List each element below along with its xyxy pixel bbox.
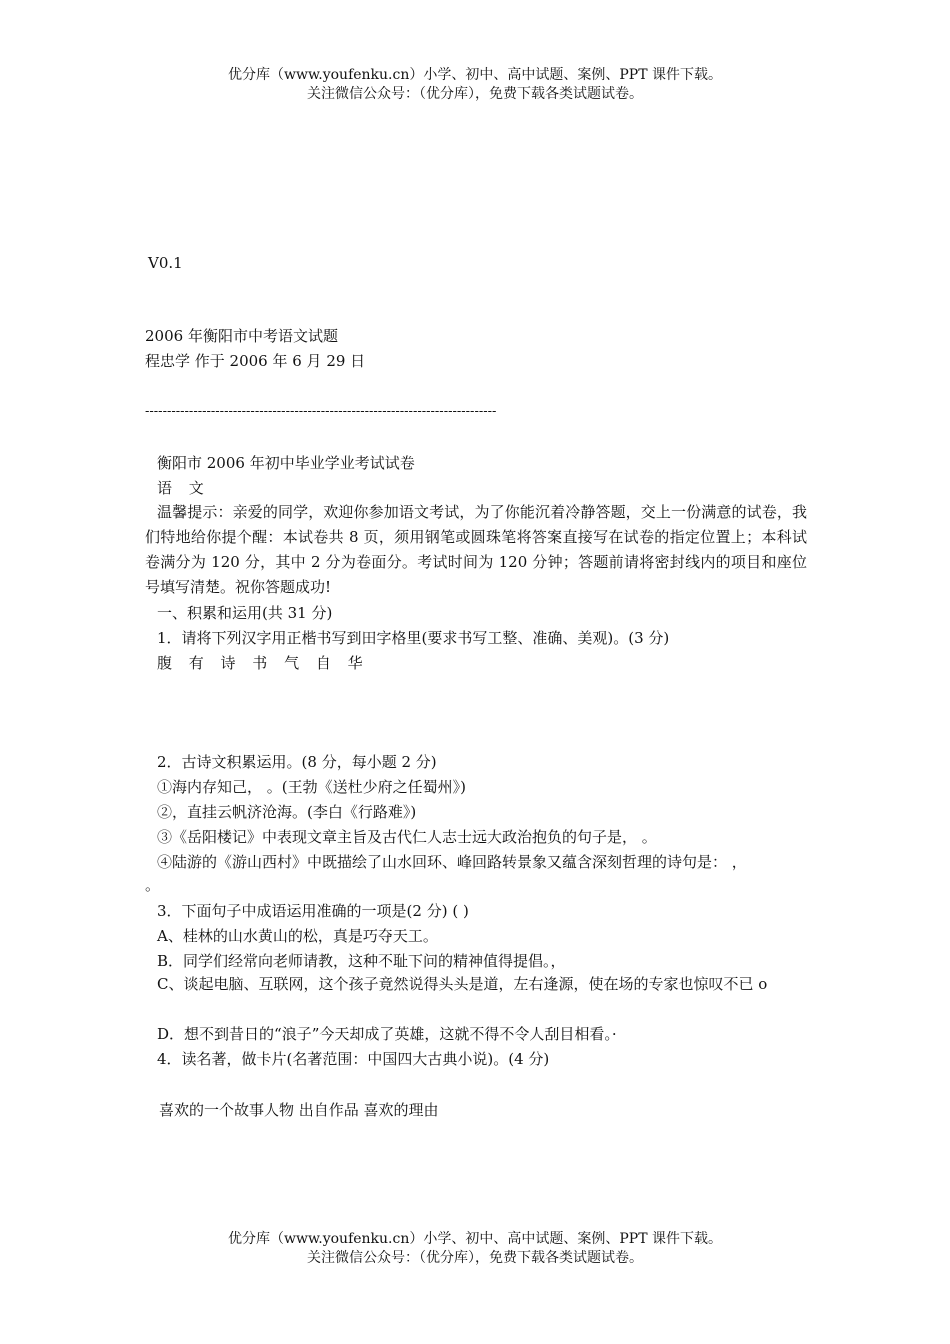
question-2-item-2: ②，直挂云帆济沧海。(李白《行路难》)	[157, 803, 417, 821]
version-label: V0.1	[148, 254, 183, 272]
notice-paragraph: 温馨提示：亲爱的同学，欢迎你参加语文考试，为了你能沉着冷静答题，交上一份满意的试卷，我们特地给你提个醒：本试卷共 8 页，须用钢笔或圆珠笔将答案直接写在试卷的指定位置上；本科试卷满分为 120 分，其中 2 分为卷面分。考试时间为 120 分钟；答题前请将密封线内的项目和座位号填写清楚。祝你答题成功!	[145, 503, 807, 596]
question-4: 4．读名著，做卡片(名著范围：中国四大古典小说)。(4 分)	[157, 1050, 550, 1068]
separator-line: --------------------------------------------------------------------------------	[145, 404, 497, 419]
question-3-option-b: B．同学们经常向老师请教，这种不耻下问的精神值得提倡。，	[157, 952, 566, 970]
question-2-item-4: ④陆游的《游山西村》中既描绘了山水回环、峰回路转景象又蕴含深刻哲理的诗句是： ，	[157, 853, 747, 871]
page-header	[0, 66, 950, 104]
header-line-2: 关注微信公众号：（优分库），免费下载各类试题试卷。	[307, 86, 643, 102]
author-line: 程忠学 作于 2006 年 6 月 29 日	[145, 352, 366, 370]
question-2: 2．古诗文积累运用。(8 分，每小题 2 分)	[157, 753, 437, 771]
header-line-1: 优分库（www.youfenku.cn）小学、初中、高中试题、案例、PPT 课件下载。	[227, 67, 722, 83]
question-3-option-d: D．想不到昔日的“浪子”今天却成了英雄，这就不得不令人刮目相看。·	[157, 1025, 617, 1043]
doc-title: 2006 年衡阳市中考语文试题	[145, 327, 338, 345]
question-2-item-3: ③《岳阳楼记》中表现文章主旨及古代仁人志士远大政治抱负的句子是， 。	[157, 828, 657, 846]
page-footer	[0, 1230, 950, 1268]
question-3-option-a: A、桂林的山水黄山的松，真是巧夺天工。	[157, 927, 438, 945]
footer-line-2: 关注微信公众号：（优分库），免费下载各类试题试卷。	[307, 1250, 643, 1266]
question-3: 3．下面句子中成语运用准确的一项是(2 分) ( )	[157, 902, 469, 920]
question-1-characters: 腹 有 诗 书 气 自 华	[157, 654, 369, 672]
exam-title: 衡阳市 2006 年初中毕业学业考试试卷	[157, 454, 415, 472]
footer-line-1: 优分库（www.youfenku.cn）小学、初中、高中试题、案例、PPT 课件下载。	[227, 1231, 722, 1247]
question-2-item-1: ①海内存知己， 。(王勃《送杜少府之任蜀州》)	[157, 778, 466, 796]
question-2-item-4-end: 。	[145, 876, 161, 894]
subject-label: 语 文	[157, 479, 210, 497]
section-1-heading: 一、积累和运用(共 31 分)	[157, 604, 333, 622]
question-3-option-c: C、谈起电脑、互联网，这个孩子竟然说得头头是道，左右逢源，使在场的专家也惊叹不已 o	[157, 975, 768, 993]
question-4-card-header: 喜欢的一个故事人物 出自作品 喜欢的理由	[159, 1101, 439, 1119]
question-1: 1．请将下列汉字用正楷书写到田字格里(要求书写工整、准确、美观)。(3 分)	[157, 629, 670, 647]
